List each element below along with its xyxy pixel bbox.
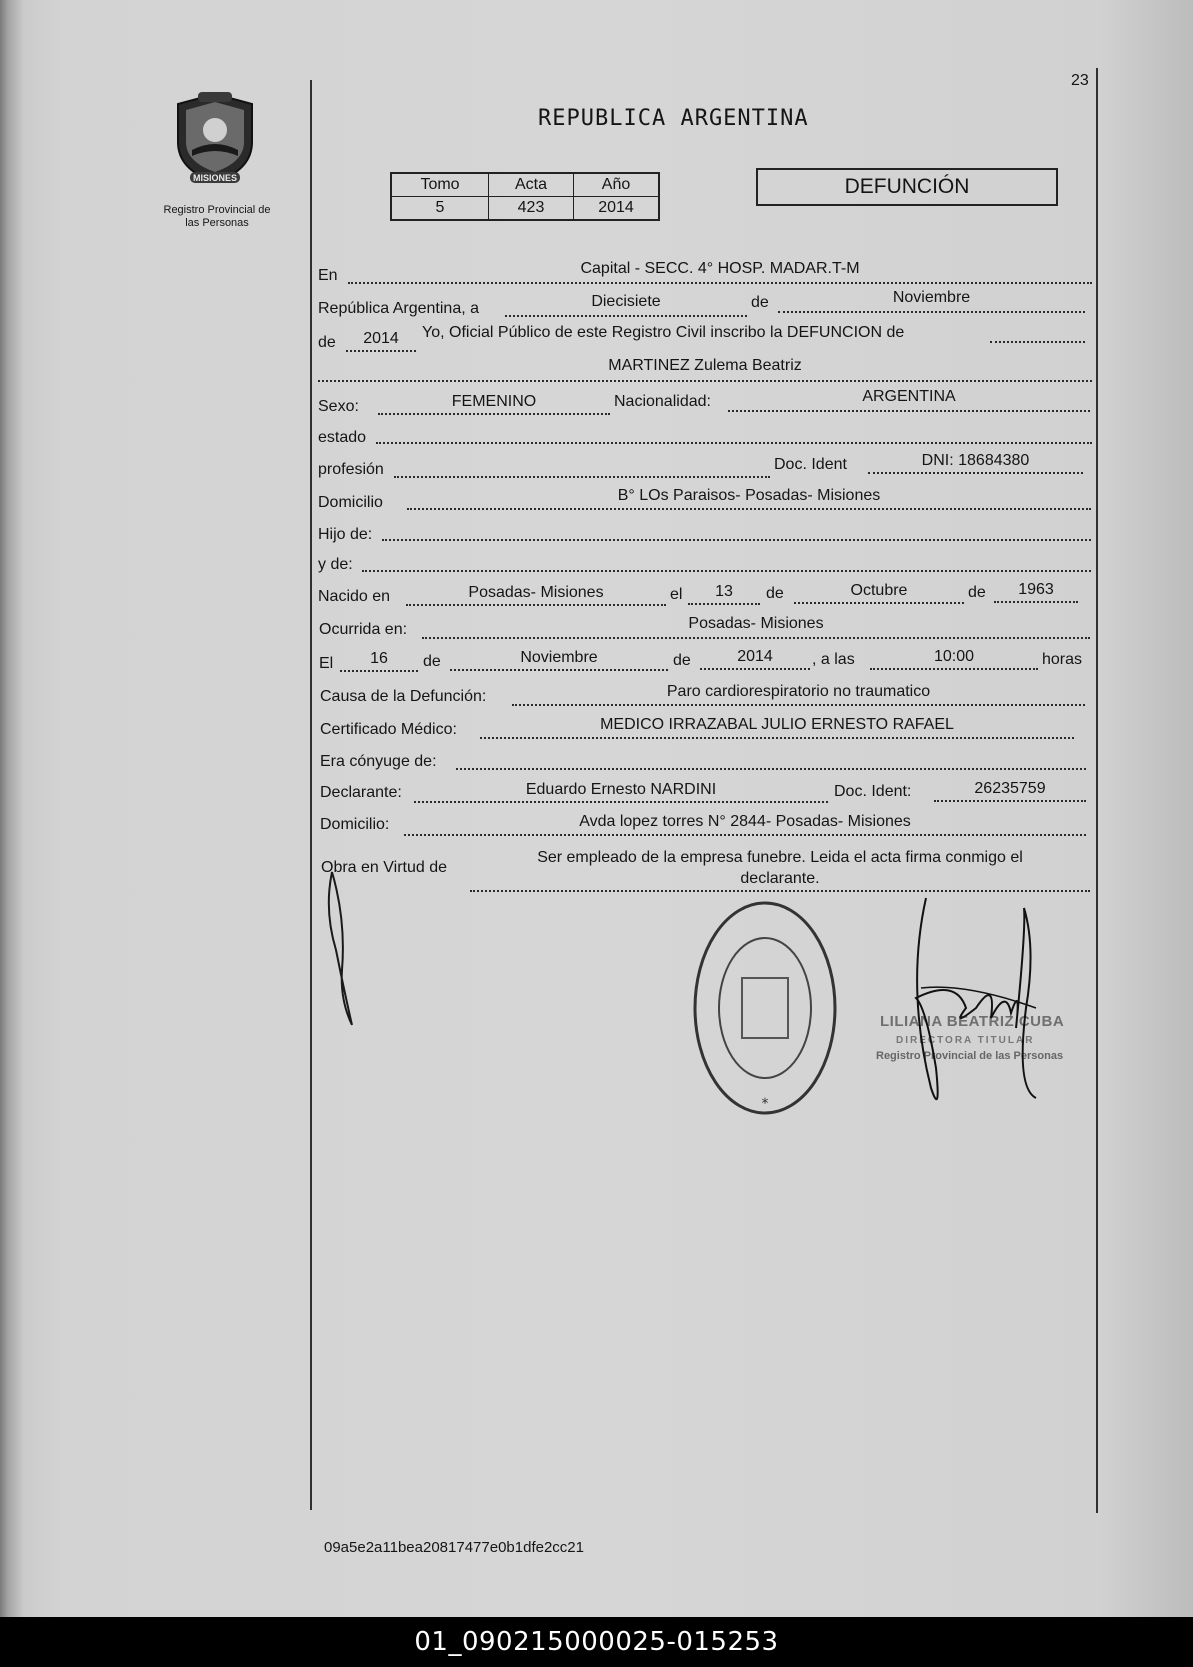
label-domicilio-2: Domicilio: xyxy=(320,816,390,833)
value-ocurrida-en: Posadas- Misiones xyxy=(688,615,824,632)
label-de-2: de xyxy=(318,334,336,351)
label-nacido-en: Nacido en xyxy=(318,588,391,605)
line-nacionalidad xyxy=(728,410,1090,412)
value-sexo: FEMENINO xyxy=(451,393,537,410)
value-dia: Diecisiete xyxy=(591,293,661,310)
line-causa xyxy=(512,704,1085,706)
scan-id-bar xyxy=(0,1617,1193,1667)
line-mes xyxy=(778,311,1085,313)
label-hijo-de: Hijo de: xyxy=(318,526,373,543)
label-el-cap: El xyxy=(319,655,334,672)
label-de-5: de xyxy=(423,653,441,670)
right-margin-rule xyxy=(1096,68,1098,1513)
value-nac-mes: Octubre xyxy=(850,582,908,599)
label-a-las: , a las xyxy=(812,651,855,668)
line-nac-anio xyxy=(994,601,1078,603)
record-type-box xyxy=(756,168,1058,206)
value-def-anio: 2014 xyxy=(737,648,773,665)
value-nacionalidad: ARGENTINA xyxy=(862,388,956,405)
label-profesion: profesión xyxy=(318,461,384,478)
anio-value: 2014 xyxy=(574,197,660,221)
line-domicilio xyxy=(407,508,1091,510)
value-domicilio: B° LOs Paraisos- Posadas- Misiones xyxy=(617,487,881,504)
line-sexo xyxy=(378,413,610,415)
line-nac-mes xyxy=(794,602,964,604)
value-def-hora: 10:00 xyxy=(933,648,975,665)
line-declarante-doc xyxy=(934,800,1086,802)
value-def-dia: 16 xyxy=(370,650,388,667)
line-def-mes xyxy=(450,669,668,671)
tomo-value: 5 xyxy=(391,197,489,221)
label-declarante: Declarante: xyxy=(320,784,402,801)
value-obra-line1: Ser empleado de la empresa funebre. Leida el acta firma conmigo el xyxy=(537,849,1023,866)
label-conyuge: Era cónyuge de: xyxy=(320,753,437,770)
label-ocurrida-en: Ocurrida en: xyxy=(319,621,408,638)
line-anio xyxy=(346,350,416,352)
svg-text:*: * xyxy=(761,1096,769,1112)
label-obra: Obra en Virtud de xyxy=(321,859,448,876)
line-def-anio xyxy=(700,668,810,670)
scan-id: 01_090215000025-015253 xyxy=(414,1627,779,1657)
line-conyuge xyxy=(456,768,1086,770)
acta-header: Acta xyxy=(489,173,574,197)
label-horas: horas xyxy=(1042,651,1083,668)
line-profesion xyxy=(394,476,770,478)
label-republica: República Argentina, a xyxy=(318,300,479,317)
value-doc-ident: DNI: 18684380 xyxy=(921,452,1030,469)
label-doc-ident-2: Doc. Ident: xyxy=(834,783,912,800)
logo-bottom-text: MISIONES xyxy=(192,173,237,183)
official-registry: Registro Provincial de las Personas xyxy=(876,1050,1064,1062)
value-nombre: MARTINEZ Zulema Beatriz xyxy=(608,357,802,374)
record-table-value-row xyxy=(391,197,659,221)
acta-value: 423 xyxy=(489,197,574,221)
line-lugar xyxy=(348,282,1092,284)
coat-of-arms-icon xyxy=(170,90,260,185)
provincial-logo xyxy=(170,90,260,185)
label-yo-oficial: Yo, Oficial Público de este Registro Civil inscribo la DEFUNCION de xyxy=(422,324,905,341)
label-sexo: Sexo: xyxy=(318,398,359,415)
value-certificado: MEDICO IRRAZABAL JULIO ERNESTO RAFAEL xyxy=(600,716,954,733)
line-def-dia xyxy=(340,670,418,672)
value-declarante-doc: 26235759 xyxy=(974,780,1046,797)
registry-caption-line2: las Personas xyxy=(185,217,249,229)
left-margin-rule xyxy=(310,80,312,1510)
value-declarante: Eduardo Ernesto NARDINI xyxy=(525,781,717,798)
label-de-6: de xyxy=(673,652,691,669)
label-certificado: Certificado Médico: xyxy=(320,721,457,738)
line-estado xyxy=(376,442,1092,444)
line-nac-dia xyxy=(688,603,760,605)
label-de-3: de xyxy=(766,585,784,602)
page-number: 23 xyxy=(1071,72,1089,89)
label-domicilio: Domicilio xyxy=(318,494,383,511)
label-doc-ident: Doc. Ident xyxy=(774,456,847,473)
line-hijo-de xyxy=(382,539,1091,541)
label-de-4: de xyxy=(968,584,986,601)
record-table-header-row xyxy=(391,173,659,197)
line-dia xyxy=(505,315,747,317)
line-doc-ident xyxy=(868,472,1083,474)
label-de-1: de xyxy=(751,294,769,311)
value-mes: Noviembre xyxy=(892,289,971,306)
value-nacido-en: Posadas- Misiones xyxy=(468,584,604,601)
label-el: el xyxy=(670,586,683,603)
label-y-de: y de: xyxy=(318,556,353,573)
value-nac-anio: 1963 xyxy=(1018,581,1054,598)
line-nombre xyxy=(318,380,1092,382)
document-title: REPUBLICA ARGENTINA xyxy=(538,106,809,131)
line-nacido-en xyxy=(406,604,666,606)
value-def-mes: Noviembre xyxy=(520,649,598,666)
round-seal-icon xyxy=(690,898,840,1120)
line-def-hora xyxy=(870,668,1038,670)
label-en: En xyxy=(318,267,338,284)
label-estado: estado xyxy=(318,429,367,446)
value-lugar: Capital - SECC. 4° HOSP. MADAR.T-M xyxy=(580,260,860,277)
record-type-label: DEFUNCIÓN xyxy=(844,175,970,198)
signature-icon xyxy=(896,888,1066,1118)
value-anio: 2014 xyxy=(363,330,399,347)
official-name: LILIANA BEATRIZ CUBA xyxy=(880,1013,1065,1030)
line-y-de xyxy=(362,570,1091,572)
hash-code: 09a5e2a11bea20817477e0b1dfe2cc21 xyxy=(324,1539,584,1556)
value-nac-dia: 13 xyxy=(715,583,733,600)
tomo-header: Tomo xyxy=(391,173,489,197)
line-ocurrida-en xyxy=(422,637,1090,639)
official-title: DIRECTORA TITULAR xyxy=(896,1035,1035,1046)
label-causa: Causa de la Defunción: xyxy=(320,688,487,705)
line-declarante xyxy=(414,801,828,803)
value-declarante-domicilio: Avda lopez torres N° 2844- Posadas- Misiones xyxy=(579,813,911,830)
margin-flourish-icon xyxy=(322,870,362,1030)
label-nacionalidad: Nacionalidad: xyxy=(614,393,711,410)
line-certificado xyxy=(480,737,1074,739)
anio-header: Año xyxy=(574,173,660,197)
line-defuncion-de xyxy=(990,341,1085,343)
value-causa: Paro cardiorespiratorio no traumatico xyxy=(666,683,931,700)
line-declarante-domicilio xyxy=(404,834,1086,836)
registry-caption-line1: Registro Provincial de xyxy=(163,204,271,216)
value-obra-line2: declarante. xyxy=(740,870,820,887)
record-table xyxy=(390,172,660,221)
